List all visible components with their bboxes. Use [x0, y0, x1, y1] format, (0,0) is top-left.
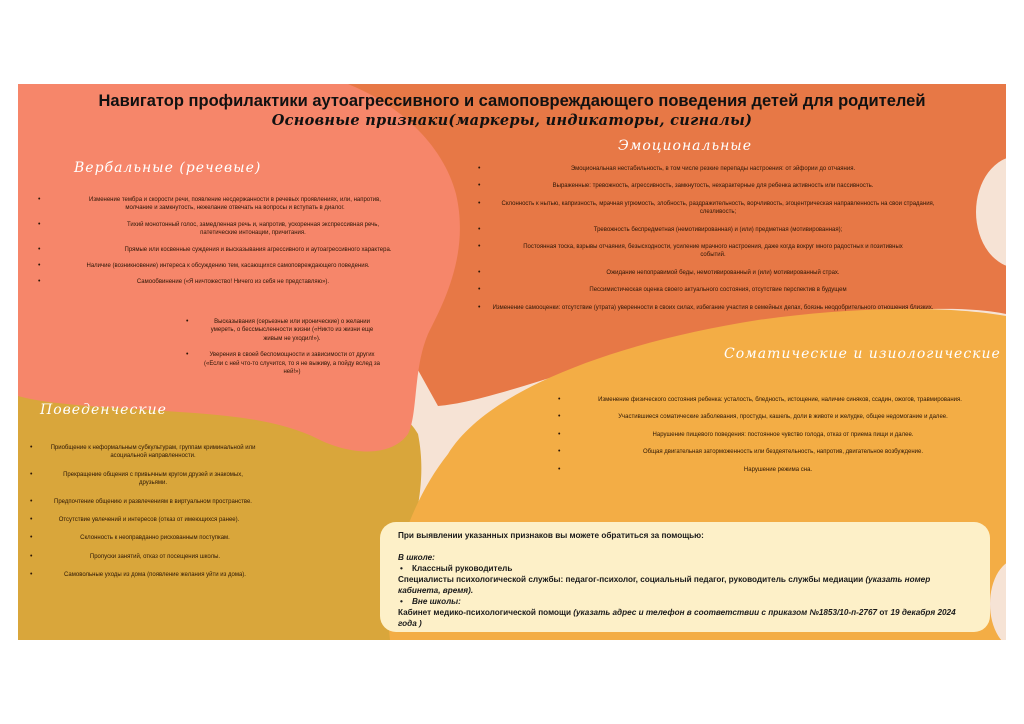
- help-outside-label: • Вне школы:: [400, 597, 461, 606]
- help-intro: При выявлении указанных признаков вы можете обратиться за помощью:: [398, 531, 704, 540]
- list-item: • Нарушение режима сна.: [558, 466, 988, 474]
- help-school-label: В школе:: [398, 553, 435, 562]
- page-subtitle: Основные признаки(маркеры, индикаторы, сигналы): [271, 112, 753, 129]
- list-item: • Пессимистическая оценка своего актуального состояния, отсутствие перспектив в будущем: [478, 286, 938, 294]
- list-item: • Пропуски занятий, отказ от посещения школы.: [30, 553, 260, 561]
- list-item: • Наличие (возникновение) интереса к обсуждению тем, касающихся самоповреждающего поведения.: [38, 262, 408, 270]
- list-item: • Высказывания (серьезные или иронические) о желании умереть, о бессмысленности жизни («Никто из жизни еще живым не уходил!»).: [186, 318, 382, 343]
- list-item: • Нарушение пищевого поведения: постоянное чувство голода, отказ от приема пищи и далее.: [558, 431, 988, 439]
- list-item: • Склонность к нытью, капризность, мрачная угрюмость, злобность, раздражительность, ворчливость, эгоцентрическая направленность на свои страдания, слезливость;: [478, 200, 938, 217]
- list-item: • Прямые или косвенные суждения и высказывания агрессивного и аутоагрессивного характера.: [38, 246, 408, 254]
- help-outside-text: Кабинет медико-психологической помощи (указать адрес и телефон в соответствии с приказом №1853/10-п-2767 от 19 декабря 2024 года ): [398, 608, 956, 628]
- list-item: • Общая двигательная заторможенность или бездеятельность, напротив, двигательное возбуждение.: [558, 448, 988, 456]
- behavioral-list: [30, 444, 260, 580]
- list-item: • Уверения в своей беспомощности и зависимости от других («Если с ней что-то случится, то я не выживу, а пойду вслед за ней!»): [186, 351, 382, 376]
- verbal-heading: Вербальные (речевые): [74, 160, 262, 176]
- list-item: • Ожидание непоправимой беды, немотивированный и (или) мотивированный страх.: [478, 269, 938, 277]
- list-item: • Эмоциональная нестабильность, в том числе резкие перепады настроения: от эйфории до отчаяния.: [478, 165, 938, 173]
- emotional-list: [478, 165, 938, 312]
- page-title: Навигатор профилактики аутоагрессивного и самоповреждающего поведения детей для родителей: [98, 92, 926, 110]
- list-item: • Тихий монотонный голос, замедленная речь и, напротив, ускоренная экспрессивная речь, патетические интонации, причитания.: [38, 221, 408, 238]
- list-item: • Изменение физического состояния ребенка: усталость, бледность, истощение, наличие синяков, ссадин, ожогов, травмирования.: [558, 396, 988, 404]
- list-item: • Приобщение к неформальным субкультурам, группам криминальной или асоциальной направленности.: [30, 444, 260, 461]
- emotional-heading: Эмоциональные: [618, 138, 752, 154]
- help-box: [380, 522, 990, 632]
- verbal-list-more: [186, 318, 382, 376]
- list-item: • Отсутствие увлечений и интересов (отказ от имеющихся ранее).: [30, 516, 260, 524]
- help-school-specialists: Специалисты психологической службы: педагог-психолог, социальный педагог, руководитель службы медиации (указать номер кабинета, время).: [398, 575, 931, 595]
- verbal-list: [38, 196, 408, 287]
- list-item: • Самовольные уходы из дома (появление желания уйти из дома).: [30, 571, 260, 579]
- list-item: • Самообвинение («Я ничтожество! Ничего из себя не представляю»).: [38, 278, 408, 286]
- list-item: • Постоянная тоска, взрывы отчаяния, безысходности, усиление мрачного настроения, даже когда вокруг много радостных и позитивных событий.: [478, 243, 938, 260]
- poster: [18, 84, 1006, 640]
- list-item: • Изменение тембра и скорости речи, появление несдержанности в речевых проявлениях, или, напротив, молчание и замкнутость, нежелание отвечать на вопросы и вступать в диалог.: [38, 196, 408, 213]
- behavioral-heading: Поведенческие: [40, 402, 167, 418]
- list-item: • Тревожность беспредметная (немотивированная) и (или) предметная (мотивированная);: [478, 226, 938, 234]
- list-item: • Склонность к неоправданно рискованным поступкам.: [30, 534, 260, 542]
- list-item: • Прекращение общения с привычным кругом друзей и знакомых, друзьями.: [30, 471, 260, 488]
- help-school-item: • Классный руководитель: [400, 564, 513, 573]
- list-item: • Выраженные: тревожность, агрессивность, замкнутость, нехарактерные для ребенка активность или пассивность.: [478, 182, 938, 190]
- somatic-heading: Соматические и изиологические: [724, 346, 1001, 362]
- list-item: • Предпочтение общению и развлечениям в виртуальном пространстве.: [30, 498, 260, 506]
- somatic-list: [558, 396, 988, 474]
- list-item: • Изменение самооценки: отсутствие (утрата) уверенности в своих силах, избегание участия в семейных делах, боязнь неодобрительного отношения близких.: [478, 304, 938, 312]
- list-item: • Участившиеся соматические заболевания, простуды, кашель, доли в животе и желудке, общее недомогание и далее.: [558, 413, 988, 421]
